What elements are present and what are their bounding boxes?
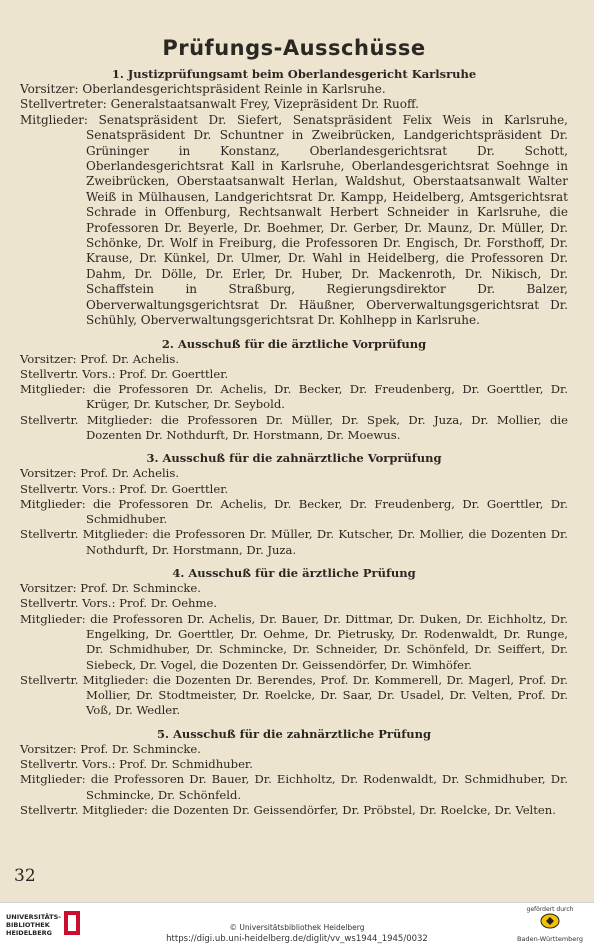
- funder-name: Baden-Württemberg: [517, 935, 583, 943]
- library-logo-line: UNIVERSITÄTS-: [6, 913, 61, 921]
- section-line: Mitglieder: die Professoren Dr. Achelis, Dr. Becker, Dr. Freudenberg, Dr. Goerttler, Dr. Schmidhuber.: [20, 496, 568, 527]
- page-title: Prüfungs-Ausschüsse: [162, 36, 426, 60]
- section-line: Mitglieder: die Professoren Dr. Achelis, Dr. Bauer, Dr. Dittmar, Dr. Duken, Dr. Eichholtz, Dr. Engelking, Dr. Goerttler, Dr. Oehme, Dr. Pietrusky, Dr. Rodenwaldt, Dr. Runge, Dr. Schmidhuber, Dr. Schmincke, Dr. Schneider, Dr. Schönfeld, Dr. Seiffert, Dr. Siebeck, Dr. Vogel, die Dozenten Dr. Geissendörfer, Dr. Wimhöfer.: [20, 611, 568, 672]
- funder-logo[interactable]: [514, 906, 586, 943]
- permalink-url[interactable]: https://digi.ub.uni-heidelberg.de/diglit/vv_ws1944_1945/0032: [166, 934, 428, 944]
- section-line: Stellvertr. Vors.: Prof. Dr. Goerttler.: [20, 481, 229, 496]
- viewer-footer: [0, 902, 594, 946]
- section-line: Mitglieder: Senatspräsident Dr. Siefert, Senatspräsident Felix Weis in Karlsruhe, Senatspräsident Dr. Schuntner in Zweibrücken, Landgerichtspräsident Dr. Grüninger in Konstanz, Oberlandesgerichtsrat Dr. Schott, Oberlandesgerichtsrat Kall in Karlsruhe, Oberlandesgerichtsrat Soehnge in Zweibrücken, Oberstaatsanwalt Herlan, Waldshut, Oberstaatsanwalt Walter Weiß in Mülhausen, Landgerichtsrat Dr. Kampp, Heidelberg, Amtsgerichtsrat Schrade in Offenburg, Rechtsanwalt Herbert Schneider in Karlsruhe, die Professoren Dr. Beyerle, Dr. Boehmer, Dr. Gerber, Dr. Maunz, Dr. Müller, Dr. Schönke, Dr. Wolf in Freiburg, die Professoren Dr. Engisch, Dr. Forsthoff, Dr. Krause, Dr. Künkel, Dr. Ulmer, Dr. Wahl in Heidelberg, die Professoren Dr. Dahm, Dr. Dölle, Dr. Erler, Dr. Huber, Dr. Mackenroth, Dr. Nikisch, Dr. Schaffstein in Straßburg, Regierungsdirektor Dr. Balzer, Oberverwaltungsgerichtsrat Dr. Häußner, Oberverwaltungsgerichtsrat Dr. Schühly, Oberverwaltungsgerichtsrat Dr. Kohlhepp in Karlsruhe.: [20, 112, 568, 328]
- section-2: [20, 336, 568, 444]
- funded-by-label: gefördert durch: [526, 906, 574, 913]
- section-line: Vorsitzer: Oberlandesgerichtspräsident Reinle in Karlsruhe.: [20, 82, 386, 96]
- section-line: Stellvertr. Vors.: Prof. Dr. Schmidhuber.: [20, 757, 253, 772]
- section-line: Stellvertr. Mitglieder: die Professoren Dr. Müller, Dr. Kutscher, Dr. Mollier, die Dozenten Dr. Nothdurft, Dr. Horstmann, Dr. Juza.: [20, 527, 568, 557]
- section-line: Stellvertr. Mitglieder: die Professoren Dr. Müller, Dr. Spek, Dr. Juza, Dr. Mollier, die Dozenten Dr. Nothdurft, Dr. Horstmann, Dr. Moewus.: [20, 412, 568, 442]
- section-line: Vorsitzer: Prof. Dr. Achelis.: [20, 466, 179, 481]
- section-heading: 5. Ausschuß für die zahnärztliche Prüfung: [156, 726, 432, 741]
- section-line: Mitglieder: die Professoren Dr. Achelis, Dr. Becker, Dr. Freudenberg, Dr. Goerttler, Dr. Krüger, Dr. Kutscher, Dr. Seybold.: [20, 382, 568, 412]
- section-heading: 4. Ausschuß für die ärztliche Prüfung: [172, 566, 416, 581]
- section-heading: 2. Ausschuß für die ärztliche Vorprüfung: [161, 336, 427, 351]
- library-logo-line: HEIDELBERG: [6, 929, 53, 937]
- section-line: Stellvertreter: Generalstaatsanwalt Frey, Vizepräsident Dr. Ruoff.: [20, 97, 419, 112]
- section-line: Stellvertr. Mitglieder: die Dozenten Dr. Berendes, Prof. Dr. Kommerell, Dr. Magerl, Prof. Dr. Mollier, Dr. Stodtmeister, Dr. Roelcke, Dr. Saar, Dr. Usadel, Dr. Velten, Prof. Dr. Voß, Dr. Wedler.: [20, 672, 568, 718]
- section-heading: 3. Ausschuß für die zahnärztliche Vorprüfung: [146, 451, 442, 466]
- section-line: Vorsitzer: Prof. Dr. Schmincke.: [20, 581, 201, 596]
- section-line: Stellvertr. Mitglieder: die Dozenten Dr. Geissendörfer, Dr. Pröbstel, Dr. Roelcke, Dr. Velten.: [20, 802, 556, 817]
- section-line: Vorsitzer: Prof. Dr. Achelis.: [20, 351, 179, 366]
- section-line: Stellvertr. Vors.: Prof. Dr. Goerttler.: [20, 366, 229, 381]
- library-logo-line: BIBLIOTHEK: [6, 921, 50, 929]
- section-1: [20, 66, 568, 329]
- page-number: 32: [14, 866, 36, 886]
- section-4: [20, 565, 568, 719]
- section-line: Mitglieder: die Professoren Dr. Bauer, Dr. Eichholtz, Dr. Rodenwaldt, Dr. Schmidhuber, Dr. Schmincke, Dr. Schönfeld.: [20, 772, 568, 802]
- section-5: [20, 726, 568, 818]
- section-line: Vorsitzer: Prof. Dr. Schmincke.: [20, 741, 201, 756]
- section-line: Stellvertr. Vors.: Prof. Dr. Oehme.: [20, 596, 218, 611]
- section-3: [20, 450, 568, 558]
- section-heading: 1. Justizprüfungsamt beim Oberlandesgericht Karlsruhe: [111, 67, 477, 81]
- coat-of-arms-icon: [540, 913, 560, 929]
- page-content: [20, 36, 568, 825]
- copyright-text: © Universitätsbibliothek Heidelberg: [229, 923, 365, 932]
